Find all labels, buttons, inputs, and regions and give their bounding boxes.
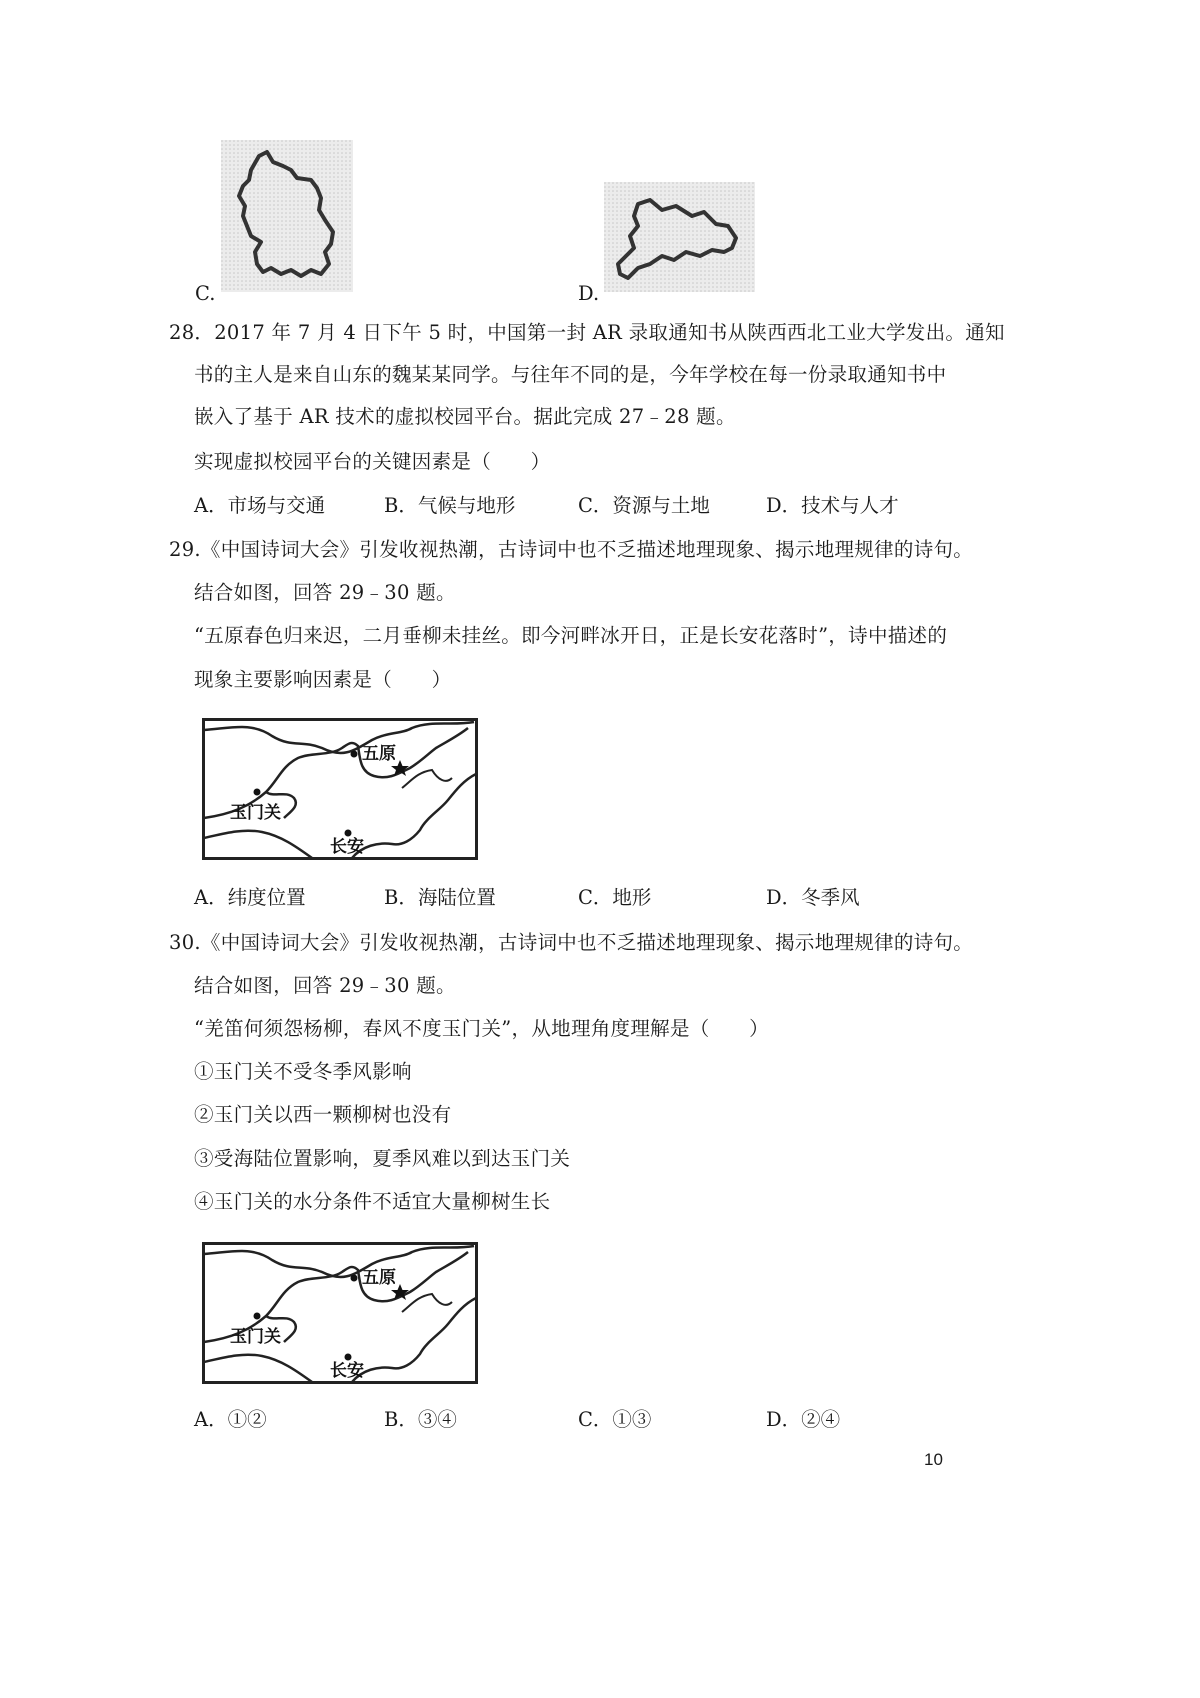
map-figure-q29 (202, 718, 478, 860)
q30-stem-line3: “羌笛何须怨杨柳，春风不度玉门关”，从地理角度理解是（ ） (194, 1017, 769, 1040)
changan-dot (345, 830, 352, 837)
q30-stem-line1: 30.《中国诗词大会》引发收视热潮，古诗词中也不乏描述地理现象、揭示地理规律的诗句。 (169, 931, 974, 954)
q29-stem-line3: “五原春色归来迟，二月垂柳未挂丝。即今河畔冰开日，正是长安花落时”，诗中描述的 (194, 624, 948, 647)
q30-option-b[interactable]: B．③④ (384, 1408, 457, 1431)
q29-option-c[interactable]: C．地形 (578, 886, 652, 909)
changan-label: 长安 (330, 837, 364, 857)
q28-option-a[interactable]: A．市场与交通 (194, 494, 326, 517)
yumenguan-dot (254, 1313, 261, 1320)
q27-option-d-label[interactable]: D. (578, 282, 600, 305)
q30-option-c[interactable]: C．①③ (578, 1408, 652, 1431)
wuyuan-label: 五原 (362, 1268, 396, 1288)
map-figure-q30 (202, 1242, 478, 1384)
q29-stem-line1: 29.《中国诗词大会》引发收视热潮，古诗词中也不乏描述地理现象、揭示地理规律的诗句。 (169, 538, 974, 561)
q30-item-1: ①玉门关不受冬季风影响 (194, 1060, 412, 1083)
yumenguan-dot (254, 789, 261, 796)
changan-label: 长安 (330, 1361, 364, 1381)
q28-option-d[interactable]: D．技术与人才 (766, 494, 899, 517)
province-outline-c-figure (221, 140, 353, 292)
q29-option-b[interactable]: B．海陆位置 (384, 886, 496, 909)
province-outline-d-figure (604, 182, 755, 292)
wuyuan-dot (351, 751, 358, 758)
q28-stem-line1: 28．2017 年 7 月 4 日下午 5 时，中国第一封 AR 录取通知书从陕西西北工业大学发出。通知 (169, 321, 1005, 344)
q30-option-a[interactable]: A．①② (194, 1408, 267, 1431)
q30-item-3: ③受海陆位置影响，夏季风难以到达玉门关 (194, 1147, 571, 1170)
q30-item-2: ②玉门关以西一颗柳树也没有 (194, 1103, 452, 1126)
yumenguan-label: 玉门关 (230, 803, 281, 823)
changan-dot (345, 1354, 352, 1361)
q27-option-c-label[interactable]: C. (195, 282, 216, 305)
q30-stem-line2: 结合如图，回答 29﹣30 题。 (194, 974, 456, 997)
wuyuan-label: 五原 (362, 744, 396, 764)
q29-option-d[interactable]: D．冬季风 (766, 886, 860, 909)
q29-stem-line4: 现象主要影响因素是（ ） (194, 668, 452, 691)
q29-option-a[interactable]: A．纬度位置 (194, 886, 306, 909)
yumenguan-label: 玉门关 (230, 1327, 281, 1347)
q30-option-d[interactable]: D．②④ (766, 1408, 841, 1431)
q28-question: 实现虚拟校园平台的关键因素是（ ） (194, 450, 551, 473)
q28-stem-line2: 书的主人是来自山东的魏某某同学。与往年不同的是，今年学校在每一份录取通知书中 (194, 363, 947, 386)
q29-stem-line2: 结合如图，回答 29﹣30 题。 (194, 581, 456, 604)
q30-item-4: ④玉门关的水分条件不适宜大量柳树生长 (194, 1190, 551, 1213)
q28-option-b[interactable]: B．气候与地形 (384, 494, 516, 517)
wuyuan-dot (351, 1275, 358, 1282)
q28-stem-line3: 嵌入了基于 AR 技术的虚拟校园平台。据此完成 27﹣28 题。 (194, 405, 736, 428)
page-number: 10 (924, 1450, 943, 1469)
q28-option-c[interactable]: C．资源与土地 (578, 494, 710, 517)
